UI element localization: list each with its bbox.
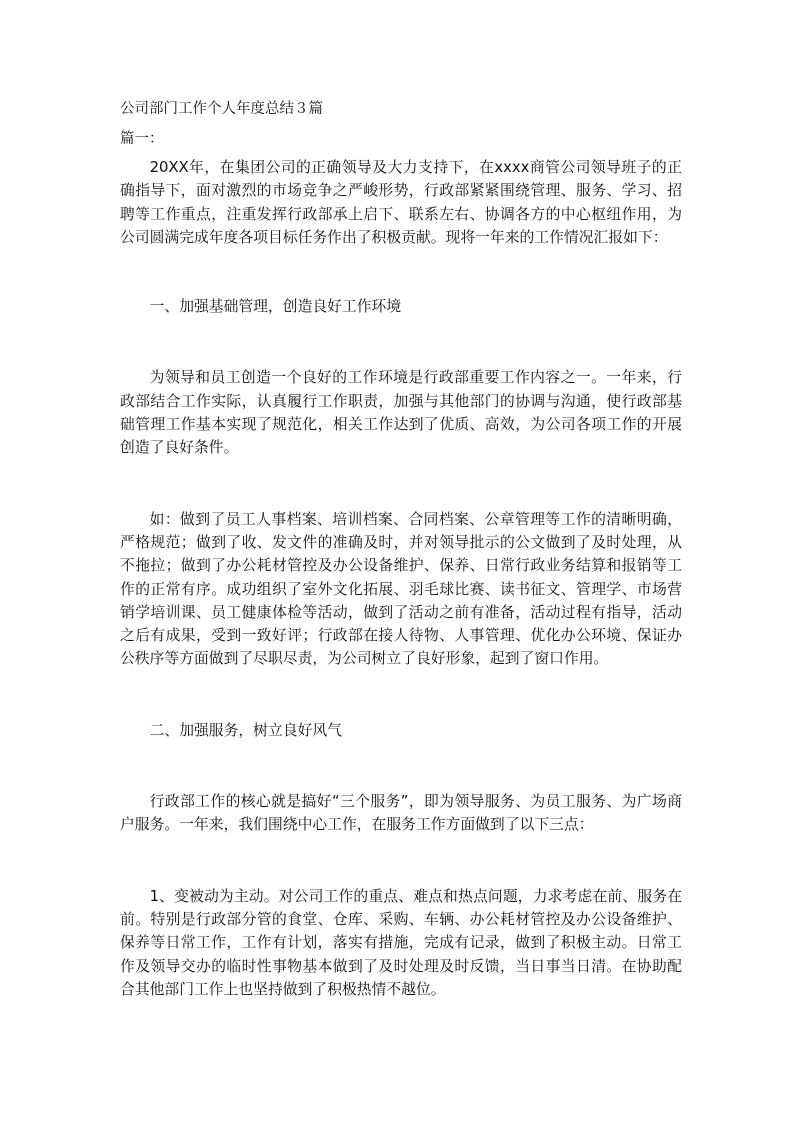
spacer xyxy=(120,671,682,719)
spacer xyxy=(120,460,682,508)
section-heading-1: 一、加强基础管理，创造良好工作环境 xyxy=(149,298,402,316)
paragraph-4: 1、变被动为主动。对公司工作的重点、难点和热点问题，力求考虑在前、服务在前。特别是行政部分管的食堂、仓库、采购、车辆、办公耗材管控及办公设备维护、保养等日常工作，工作有计划，落实有措施，完成有记录，做到了积极主动。日常工作及领导交办的临时性事物基本做到了及时处理及时反馈，当日事当日清。在协助配合其他部门工作上也坚持做到了积极热情不越位。 xyxy=(120,887,682,998)
paragraph-2: 如：做到了员工人事档案、培训档案、合同档案、公章管理等工作的清晰明确，严格规范；做到了收、发文件的准确及时，并对领导批示的公文做到了及时处理，从不拖拉；做到了办公耗材管控及办公设备维护、保养、日常行政业务结算和报销等工作的正常有序。成功组织了室外文化拓展、羽毛球比赛、读书征文、管理学、市场营销学培训课、员工健康体检等活动，做到了活动之前有准备，活动过程有指导，活动之后有成果，受到一致好评；行政部在接人待物、人事管理、优化办公环境、保证办公秩序等方面做到了尽职尽责，为公司树立了良好形象，起到了窗口作用。 xyxy=(120,510,682,668)
paragraph-1: 为领导和员工创造一个良好的工作环境是行政部重要工作内容之一。一年来，行政部结合工作实际，认真履行工作职责，加强与其他部门的协调与沟通，使行政部基础管理工作基本实现了规范化，相关工作达到了优质、高效，为公司各项工作的开展创造了良好条件。 xyxy=(120,369,682,457)
part-label: 篇一： xyxy=(120,131,164,147)
intro-paragraph: 20XX年，在集团公司的正确领导及大力支持下，在xxxx商管公司领导班子的正确指导下，面对激烈的市场竞争之严峻形势，行政部紧紧围绕管理、服务、学习、招聘等工作重点，注重发挥行政部承上启下、联系左右、协调各方的中心枢纽作用，为公司圆满完成年度各项目标任务作出了积极贡献。现将一年来的工作情况汇报如下： xyxy=(120,159,682,246)
spacer xyxy=(120,742,682,790)
spacer xyxy=(120,837,682,885)
document-title: 公司部门工作个人年度总结３篇 xyxy=(120,101,323,117)
spacer xyxy=(120,318,682,366)
document-page xyxy=(120,98,682,1001)
paragraph-3: 行政部工作的核心就是搞好“三个服务”，即为领导服务、为员工服务、为广场商户服务。一年来，我们围绕中心工作，在服务工作方面做到了以下三点： xyxy=(120,793,682,834)
spacer xyxy=(120,249,682,295)
section-heading-2: 二、加强服务，树立良好风气 xyxy=(149,721,342,739)
